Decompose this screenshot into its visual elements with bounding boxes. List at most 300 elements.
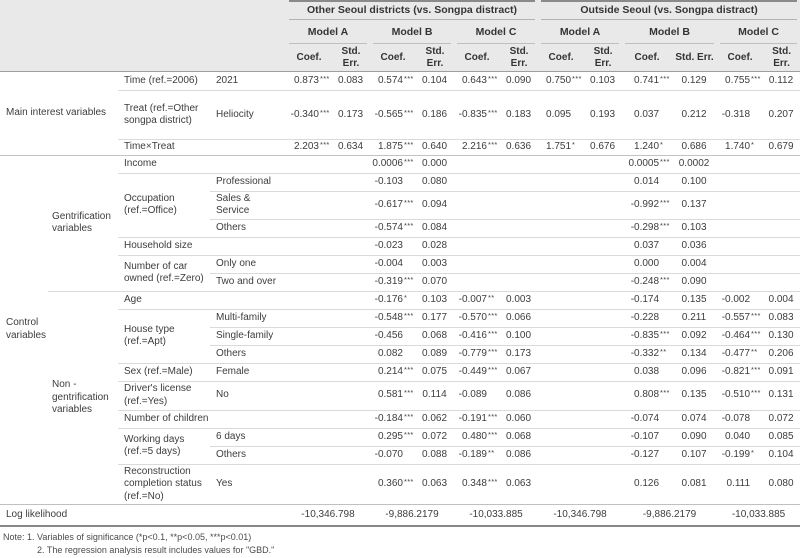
log-likelihood-value: -10,033.885 xyxy=(717,505,800,526)
coef-header: Coef. xyxy=(454,44,500,72)
stderr-value xyxy=(332,428,370,446)
stderr-value: 0.183 xyxy=(500,91,538,140)
coef-value xyxy=(286,273,332,291)
table-row xyxy=(0,155,800,173)
coef-value: 0.360 *** xyxy=(370,464,416,505)
log-likelihood-label: Log likelihood xyxy=(0,505,286,526)
coef-value: -0.199 * xyxy=(717,446,763,464)
stderr-value: 0.089 xyxy=(416,345,454,363)
coef-value xyxy=(454,155,500,173)
stderr-value: 0.100 xyxy=(500,327,538,345)
coef-value xyxy=(717,255,763,273)
category-label: Others xyxy=(210,219,286,237)
stderr-value: 0.686 xyxy=(672,140,717,156)
coef-value: 0.126 xyxy=(622,464,672,505)
model-header xyxy=(370,20,454,44)
coef-value: -0.298 *** xyxy=(622,219,672,237)
subgroup-label: Non -gentrification variables xyxy=(48,291,118,505)
category-label: No xyxy=(210,381,286,410)
stderr-value: 0.080 xyxy=(416,173,454,191)
variable-label: Age xyxy=(118,291,286,309)
table-row xyxy=(0,173,800,191)
stderr-value: 0.068 xyxy=(416,327,454,345)
stderr-value: 0.104 xyxy=(763,446,800,464)
stderr-value: 0.207 xyxy=(763,91,800,140)
table-notes xyxy=(0,527,800,558)
coef-value xyxy=(286,219,332,237)
stderr-value xyxy=(584,428,622,446)
stderr-value xyxy=(584,464,622,505)
variable-label: Sex (ref.=Male) xyxy=(118,363,210,381)
coef-value xyxy=(286,410,332,428)
stderr-value: 0.135 xyxy=(672,381,717,410)
stderr-value xyxy=(763,191,800,219)
column-group-other-seoul xyxy=(286,0,538,20)
coef-value: 0.873 *** xyxy=(293,73,330,86)
header-spacer xyxy=(0,20,286,44)
coef-value xyxy=(286,173,332,191)
coef-value: 0.295 *** xyxy=(370,428,416,446)
coef-value xyxy=(538,446,584,464)
variable-label: Occupation (ref.=Office) xyxy=(118,173,210,237)
stderr-value: 0.211 xyxy=(672,309,717,327)
variable-label: Treat (ref.=Other songpa district) xyxy=(118,91,210,140)
coef-value: 0.000 xyxy=(622,255,672,273)
log-likelihood-value: -10,346.798 xyxy=(286,505,370,526)
coef-value: -0.184 *** xyxy=(370,410,416,428)
table-row xyxy=(0,291,800,309)
model-header xyxy=(538,20,622,44)
stderr-value xyxy=(500,155,538,173)
coef-value xyxy=(454,173,500,191)
stderr-value xyxy=(584,345,622,363)
coef-value xyxy=(538,428,584,446)
coef-value: -0.510 *** xyxy=(717,381,763,410)
coef-value: -0.340 *** xyxy=(286,91,332,140)
coef-header: Coef. xyxy=(717,44,763,72)
coef-value: 0.214 *** xyxy=(370,363,416,381)
coef-value xyxy=(286,428,332,446)
stderr-value xyxy=(584,410,622,428)
coef-value xyxy=(286,309,332,327)
stderr-value: 0.004 xyxy=(672,255,717,273)
coef-value xyxy=(538,464,584,505)
stderr-value: 0.003 xyxy=(500,291,538,309)
coef-value: 2.216 *** xyxy=(454,140,500,156)
coef-value: 2.203 *** xyxy=(286,140,332,156)
category-label: 6 days xyxy=(210,428,286,446)
note-line: 2. The regression analysis result includes values for "GBD." xyxy=(37,545,275,556)
table-row xyxy=(0,410,800,428)
table-row xyxy=(0,140,800,156)
stderr-value xyxy=(584,237,622,255)
stderr-value xyxy=(332,173,370,191)
coef-value: -0.228 xyxy=(622,309,672,327)
coef-header: Coef. xyxy=(538,44,584,72)
coef-value: -0.318 xyxy=(717,91,763,140)
stderr-value: 0.135 xyxy=(672,291,717,309)
coef-value xyxy=(538,345,584,363)
stderr-value: 0.094 xyxy=(416,191,454,219)
coef-value: -0.319 *** xyxy=(370,273,416,291)
stderr-value: 0.103 xyxy=(672,219,717,237)
subgroup-label: Gentrification variables xyxy=(48,155,118,291)
stderr-value xyxy=(500,191,538,219)
group-label: Control variables xyxy=(0,155,48,505)
coef-value: -0.570 *** xyxy=(454,309,500,327)
coef-value xyxy=(286,255,332,273)
model-header xyxy=(454,20,538,44)
variable-label: Working days (ref.=5 days) xyxy=(118,428,210,464)
model-label: Model B xyxy=(373,21,451,44)
stat-header-row xyxy=(0,44,800,72)
coef-value xyxy=(286,446,332,464)
coef-value: 0.082 xyxy=(370,345,416,363)
coef-value: 1.875 *** xyxy=(370,140,416,156)
log-likelihood-value: -9,886.2179 xyxy=(370,505,454,526)
variable-label: Reconstruction completion status (ref.=No) xyxy=(118,464,210,505)
stderr-value: 0.092 xyxy=(672,327,717,345)
coef-value xyxy=(538,219,584,237)
category-label: Female xyxy=(210,363,286,381)
stderr-value: 0.173 xyxy=(332,91,370,140)
stderr-value xyxy=(500,273,538,291)
coef-value: 0.643 *** xyxy=(461,73,498,86)
coef-value: 0.0005 *** xyxy=(622,155,672,173)
coef-value: -0.835 *** xyxy=(454,91,500,140)
model-header xyxy=(717,20,800,44)
coef-value: 1.240 * xyxy=(622,140,672,156)
stderr-value: 0.090 xyxy=(672,273,717,291)
stderr-value xyxy=(584,446,622,464)
coef-value: -0.416 *** xyxy=(454,327,500,345)
coef-header: Coef. xyxy=(370,44,416,72)
category-label: Sales & Service xyxy=(210,191,286,219)
stderr-value: 0.090 xyxy=(506,74,532,86)
coef-value: -0.007 ** xyxy=(454,291,500,309)
coef-value: 0.014 xyxy=(622,173,672,191)
stderr-value: 0.137 xyxy=(672,191,717,219)
stderr-value: 0.090 xyxy=(672,428,717,446)
coef-value: -0.023 xyxy=(370,237,416,255)
stderr-value xyxy=(584,155,622,173)
stderr-value xyxy=(332,363,370,381)
stderr-value: 0.083 xyxy=(337,74,364,86)
category-label: Only one xyxy=(210,255,286,273)
stderr-value: 0.636 xyxy=(500,140,538,156)
column-group-label: Other Seoul districts (vs. Songpa distract) xyxy=(289,0,535,20)
stderr-value: 0.074 xyxy=(672,410,717,428)
stderr-value xyxy=(332,309,370,327)
coef-value xyxy=(538,363,584,381)
category-label: Multi-family xyxy=(210,309,286,327)
stderr-value: 0.062 xyxy=(416,410,454,428)
stderr-value: 0.072 xyxy=(763,410,800,428)
stderr-value: 0.004 xyxy=(763,291,800,309)
stderr-value: 0.067 xyxy=(500,363,538,381)
stderr-value: 0.086 xyxy=(500,446,538,464)
stderr-value: 0.086 xyxy=(500,381,538,410)
coef-value: -0.835 *** xyxy=(622,327,672,345)
coef-value xyxy=(538,237,584,255)
stderr-value xyxy=(763,255,800,273)
table-row xyxy=(0,255,800,273)
stderr-value xyxy=(332,381,370,410)
stderr-value: 0.063 xyxy=(500,464,538,505)
table-row xyxy=(0,237,800,255)
log-likelihood-value: -10,346.798 xyxy=(538,505,622,526)
coef-value xyxy=(454,191,500,219)
log-likelihood-value: -10,033.885 xyxy=(454,505,538,526)
coef-value: 1.740 * xyxy=(717,140,763,156)
stderr-value: 0.173 xyxy=(500,345,538,363)
model-label: Model C xyxy=(457,21,535,44)
coef-value xyxy=(286,363,332,381)
category-label: Others xyxy=(210,446,286,464)
stderr-value: 0.640 xyxy=(416,140,454,156)
coef-value: 0.037 xyxy=(622,237,672,255)
stderr-value xyxy=(584,273,622,291)
coef-value: 0.574 *** xyxy=(377,73,414,86)
stderr-value: 0.080 xyxy=(763,464,800,505)
stderr-value: 0.212 xyxy=(672,91,717,140)
stderr-value: 0.028 xyxy=(416,237,454,255)
model-label: Model C xyxy=(720,21,797,44)
coef-value xyxy=(717,273,763,291)
variable-label: Household size xyxy=(118,237,286,255)
stderr-value xyxy=(763,155,800,173)
coef-value: -0.191 *** xyxy=(454,410,500,428)
stderr-value: 0.131 xyxy=(763,381,800,410)
coef-value: -0.332 ** xyxy=(622,345,672,363)
column-group-outside-seoul xyxy=(538,0,800,20)
coef-value: -0.557 *** xyxy=(717,309,763,327)
stderr-value: 0.634 xyxy=(332,140,370,156)
stderr-value xyxy=(500,219,538,237)
stderr-value xyxy=(332,155,370,173)
coef-value xyxy=(717,155,763,173)
stderr-value: 0.070 xyxy=(416,273,454,291)
stderr-value xyxy=(584,309,622,327)
coef-value xyxy=(538,381,584,410)
stderr-value: 0.066 xyxy=(500,309,538,327)
stderr-value xyxy=(584,191,622,219)
coef-value: -0.464 *** xyxy=(717,327,763,345)
stderr-value xyxy=(332,255,370,273)
coef-value: 0.581 *** xyxy=(370,381,416,410)
coef-value: -0.779 *** xyxy=(454,345,500,363)
stderr-value: 0.063 xyxy=(416,464,454,505)
table-row xyxy=(0,309,800,327)
group-label: Main interest variables xyxy=(6,107,107,119)
coef-value xyxy=(717,237,763,255)
model-label: Model A xyxy=(541,21,619,44)
coef-value: -0.189 ** xyxy=(454,446,500,464)
stderr-value xyxy=(332,345,370,363)
stderr-header: Std. Err. xyxy=(332,44,370,72)
coef-value xyxy=(538,255,584,273)
coef-value: 0.040 xyxy=(717,428,763,446)
category-label: Two and over xyxy=(210,273,286,291)
stderr-value xyxy=(500,255,538,273)
table-row xyxy=(0,428,800,446)
model-header xyxy=(286,20,370,44)
coef-value xyxy=(454,273,500,291)
variable-label: House type (ref.=Apt) xyxy=(118,309,210,363)
stderr-value: 0.103 xyxy=(590,74,616,86)
stderr-value: 0.088 xyxy=(416,446,454,464)
stderr-value: 0.193 xyxy=(584,91,622,140)
coef-value: -0.070 xyxy=(370,446,416,464)
note-line: Note: 1. Variables of significance (*p<0.1, **p<0.05, ***p<0.01) xyxy=(3,531,252,542)
coef-value: -0.456 xyxy=(370,327,416,345)
category-label: 2021 xyxy=(216,74,239,86)
coef-value: -0.176 * xyxy=(370,291,416,309)
stderr-value: 0.107 xyxy=(672,446,717,464)
coef-value: -0.078 xyxy=(717,410,763,428)
coef-value xyxy=(538,173,584,191)
coef-value: 0.095 xyxy=(538,91,584,140)
stderr-value: 0.000 xyxy=(416,155,454,173)
stderr-value: 0.084 xyxy=(416,219,454,237)
stderr-value xyxy=(584,381,622,410)
stderr-value xyxy=(500,173,538,191)
header-spacer xyxy=(0,44,286,72)
coef-value: -0.127 xyxy=(622,446,672,464)
coef-value: 0.480 *** xyxy=(454,428,500,446)
stderr-value xyxy=(763,237,800,255)
stderr-value: 0.186 xyxy=(416,91,454,140)
stderr-header: Std. Err. xyxy=(763,44,800,72)
variable-label: Driver's license (ref.=Yes) xyxy=(118,381,210,410)
coef-value xyxy=(454,219,500,237)
coef-value xyxy=(286,191,332,219)
coef-value: -0.821 *** xyxy=(717,363,763,381)
stderr-value xyxy=(584,327,622,345)
stderr-value xyxy=(332,464,370,505)
coef-value xyxy=(717,191,763,219)
stderr-header: Std. Err. xyxy=(672,44,717,72)
model-header xyxy=(622,20,717,44)
coef-value: -0.089 xyxy=(454,381,500,410)
model-header-row xyxy=(0,20,800,44)
table-row xyxy=(0,464,800,505)
variable-label: Income xyxy=(118,155,286,173)
stderr-value xyxy=(332,219,370,237)
coef-value xyxy=(717,173,763,191)
coef-value: -0.004 xyxy=(370,255,416,273)
log-likelihood-value: -9,886.2179 xyxy=(622,505,717,526)
table-row xyxy=(0,381,800,410)
stderr-value: 0.072 xyxy=(416,428,454,446)
variable-label: Time×Treat xyxy=(118,140,286,156)
stderr-value xyxy=(584,255,622,273)
coef-header: Coef. xyxy=(622,44,672,72)
stderr-header: Std. Err. xyxy=(584,44,622,72)
stderr-value xyxy=(332,191,370,219)
stderr-value: 0.036 xyxy=(672,237,717,255)
coef-value xyxy=(286,464,332,505)
variable-label: Time (ref.=2006) xyxy=(124,74,198,86)
coef-value xyxy=(286,345,332,363)
coef-value: -0.565 *** xyxy=(370,91,416,140)
stderr-value xyxy=(332,327,370,345)
coef-value: -0.477 ** xyxy=(717,345,763,363)
coef-value: -0.548 *** xyxy=(370,309,416,327)
stderr-value xyxy=(332,291,370,309)
coef-value xyxy=(286,237,332,255)
coef-value: 0.0006 *** xyxy=(370,155,416,173)
header-spacer xyxy=(0,0,286,20)
coef-value: 0.741 *** xyxy=(634,73,670,86)
stderr-value: 0.130 xyxy=(763,327,800,345)
group-header-row xyxy=(0,0,800,20)
stderr-value xyxy=(763,173,800,191)
model-label: Model B xyxy=(625,21,714,44)
coef-value: -0.002 xyxy=(717,291,763,309)
model-label: Model A xyxy=(289,21,367,44)
table-row xyxy=(0,91,800,140)
stderr-value: 0.0002 xyxy=(672,155,717,173)
coef-value xyxy=(717,219,763,237)
coef-value: 0.348 *** xyxy=(454,464,500,505)
stderr-value: 0.177 xyxy=(416,309,454,327)
coef-value: -0.103 xyxy=(370,173,416,191)
category-label: Yes xyxy=(210,464,286,505)
coef-value xyxy=(286,155,332,173)
stderr-value xyxy=(584,291,622,309)
stderr-value xyxy=(584,173,622,191)
stderr-value xyxy=(332,410,370,428)
stderr-value: 0.129 xyxy=(681,74,707,86)
stderr-value xyxy=(332,273,370,291)
coef-value: 0.111 xyxy=(717,464,763,505)
stderr-value: 0.085 xyxy=(763,428,800,446)
coef-value: 1.751 * xyxy=(538,140,584,156)
stderr-header: Std. Err. xyxy=(500,44,538,72)
coef-header: Coef. xyxy=(286,44,332,72)
coef-value xyxy=(538,273,584,291)
table-header xyxy=(0,0,800,72)
stderr-value: 0.083 xyxy=(763,309,800,327)
stderr-value: 0.096 xyxy=(672,363,717,381)
stderr-value xyxy=(763,273,800,291)
coef-value: -0.174 xyxy=(622,291,672,309)
stderr-value: 0.081 xyxy=(672,464,717,505)
stderr-value xyxy=(584,219,622,237)
stderr-value: 0.112 xyxy=(768,74,794,86)
coef-value xyxy=(454,255,500,273)
table-body xyxy=(0,72,800,526)
coef-value: -0.992 *** xyxy=(622,191,672,219)
coef-value: -0.617 *** xyxy=(370,191,416,219)
variable-label: Number of children xyxy=(118,410,286,428)
stderr-value: 0.060 xyxy=(500,410,538,428)
stderr-value: 0.103 xyxy=(416,291,454,309)
coef-value: -0.248 *** xyxy=(622,273,672,291)
stderr-value xyxy=(763,219,800,237)
coef-value: -0.574 *** xyxy=(370,219,416,237)
coef-value xyxy=(538,410,584,428)
stderr-value: 0.676 xyxy=(584,140,622,156)
stderr-value: 0.134 xyxy=(672,345,717,363)
category-label: Single-family xyxy=(210,327,286,345)
coef-value: 0.808 *** xyxy=(622,381,672,410)
coef-value: -0.074 xyxy=(622,410,672,428)
table-row xyxy=(0,363,800,381)
coef-value: 0.755 *** xyxy=(725,73,761,86)
stderr-value: 0.206 xyxy=(763,345,800,363)
